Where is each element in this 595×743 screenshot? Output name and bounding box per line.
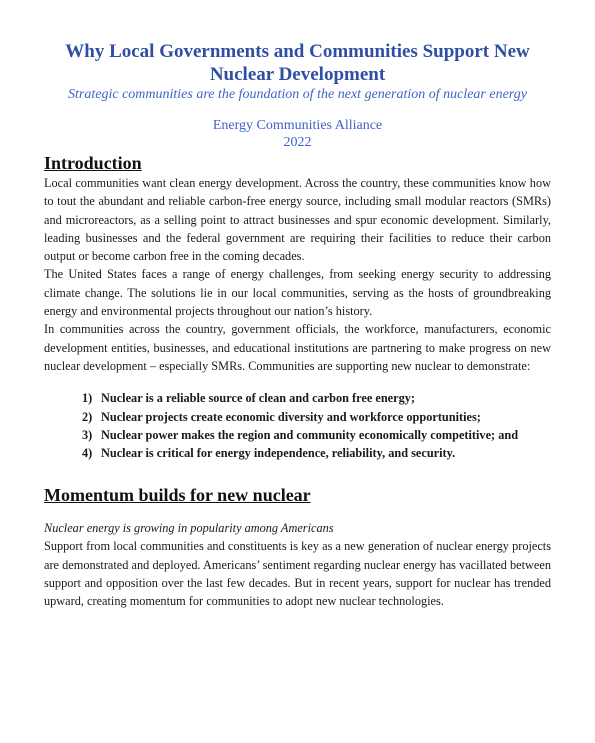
list-item bbox=[82, 408, 551, 426]
intro-paragraph-3: In communities across the country, government officials, the workforce, manufacturers, economic development entities, businesses, and educational institutions are partnering to make progress on new nuclear development – especially SMRs. Communities are supporting new nuclear to demonstrate: bbox=[44, 322, 551, 373]
list-item-number: 3) bbox=[82, 427, 93, 442]
list-item-text: Nuclear is critical for energy independence, reliability, and security. bbox=[101, 446, 456, 461]
list-item-text: Nuclear power makes the region and community economically competitive; and bbox=[101, 427, 519, 442]
list-item-number: 2) bbox=[82, 409, 93, 424]
list-item-number: 4) bbox=[82, 446, 93, 461]
intro-paragraph-2: The United States faces a range of energy challenges, from seeking energy security to addressing climate change. The solutions lie in our local communities, serving as the hosts of groundbreaking energy and environmental projects throughout our nation’s history. bbox=[44, 267, 551, 319]
title-line-1: Why Local Governments and Communities Support New bbox=[65, 41, 530, 62]
organization-name: Energy Communities Alliance bbox=[212, 118, 383, 133]
document-subtitle: Strategic communities are the foundation of the next generation of nuclear energy bbox=[68, 87, 527, 102]
list-item bbox=[82, 426, 551, 444]
title-line-2: Nuclear Development bbox=[209, 64, 386, 85]
publication-year: 2022 bbox=[283, 135, 312, 150]
list-item-text: Nuclear projects create economic diversity and workforce opportunities; bbox=[101, 409, 481, 424]
list-item-text: Nuclear is a reliable source of clean and carbon free energy; bbox=[101, 391, 415, 406]
introduction-heading: Introduction bbox=[44, 153, 142, 173]
support-points-list bbox=[44, 389, 551, 462]
list-item-number: 1) bbox=[82, 391, 93, 406]
momentum-paragraph: Support from local communities and constituents is key as a new generation of nuclear energy projects are demonstrated and deployed. Americans’ sentiment regarding nuclear energy has vacillated between support and opposition over the last few decades. But in recent years, support for nuclear has trended upward, creating momentum for communities to adopt new nuclear technologies. bbox=[44, 539, 551, 609]
list-item bbox=[82, 444, 551, 462]
intro-paragraph-1: Local communities want clean energy development. Across the country, these communities know how to tout the abundant and reliable carbon-free energy source, including small modular reactors (SMRs) and microreactors, as a selling point to attract businesses and spur economic development. Similarly, leading businesses and the federal government are requiring their facilities to reduce their carbon output or become carbon free in the coming decades. bbox=[44, 176, 551, 264]
momentum-lead: Nuclear energy is growing in popularity among Americans bbox=[44, 521, 334, 536]
list-item bbox=[82, 389, 551, 407]
document-title bbox=[44, 0, 551, 86]
momentum-heading: Momentum builds for new nuclear bbox=[44, 485, 311, 506]
